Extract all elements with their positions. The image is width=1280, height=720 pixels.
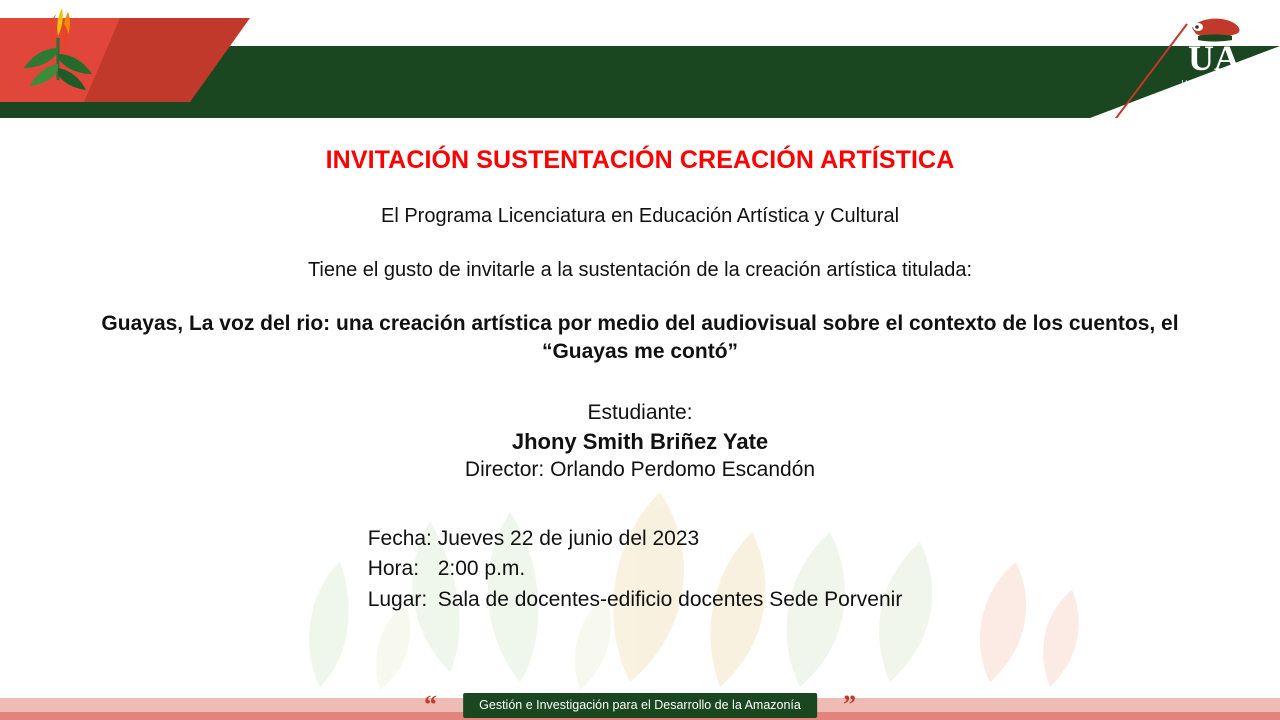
detail-row-date [368, 524, 903, 554]
student-label: Estudiante: [587, 400, 693, 424]
heliconia-flower-icon [18, 4, 98, 100]
detail-label-place: Lugar: [367, 587, 428, 611]
page-title: INVITACIÓN SUSTENTACIÓN CREACIÓN ARTÍSTICA [325, 146, 955, 174]
logo-mark-icon [1162, 14, 1266, 76]
logo-subtitle-line1: Universidad de la [1181, 79, 1247, 88]
detail-value-place: Sala de docentes-edificio docentes Sede Porvenir [437, 587, 903, 611]
work-title: Guayas, La voz del rio: una creación artística por medio del audiovisual sobre el contexto de los cuentos, el “Guayas me contó” [101, 312, 1179, 364]
quote-open-mark: “ [424, 690, 437, 719]
invite-line: Tiene el gusto de invitarle a la sustentación de la creación artística titulada: [307, 259, 973, 281]
director-line: Director: Orlando Perdomo Escandón [464, 457, 816, 481]
detail-row-time [368, 554, 903, 584]
detail-value-date: Jueves 22 de junio del 2023 [437, 526, 700, 550]
student-name: Jhony Smith Briñez Yate [511, 428, 769, 454]
page-header [0, 0, 1280, 118]
page-footer [0, 684, 1280, 720]
svg-text:UA: UA [1188, 38, 1240, 76]
logo-subtitle-line2: Amazonia [1177, 87, 1251, 106]
amazonia-university-logo [1162, 14, 1266, 106]
program-line: El Programa Licenciatura en Educación Artística y Cultural [380, 205, 900, 227]
detail-row-place [368, 585, 903, 615]
quote-close-mark: ” [843, 690, 856, 719]
invitation-content [0, 118, 1280, 615]
detail-value-time: 2:00 p.m. [437, 557, 526, 581]
detail-label-date: Fecha: [367, 526, 432, 550]
footer-slogan: Gestión e Investigación para el Desarrollo de la Amazonía [463, 693, 817, 718]
event-details [368, 524, 903, 615]
detail-label-time: Hora: [367, 557, 420, 581]
